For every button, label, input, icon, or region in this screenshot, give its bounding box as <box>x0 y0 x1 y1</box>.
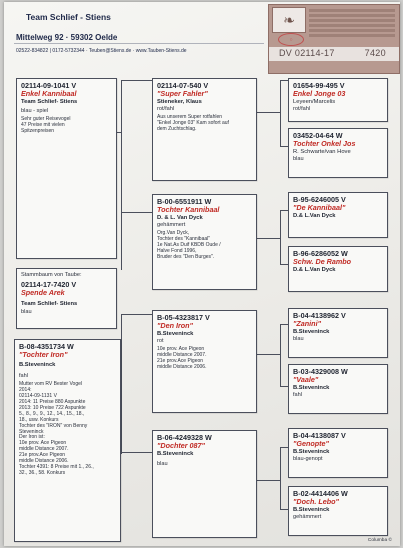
owner: B.Steveninck <box>293 328 330 335</box>
plumage-color: blau <box>21 309 32 316</box>
ring-number: 01654-99-495 V <box>293 81 345 90</box>
ring-number: B-96-6286052 W <box>293 249 348 258</box>
ring-number: B-04-4138087 V <box>293 431 346 440</box>
pigeon-notes: Sehr guter Reisevogel 47 Preise mit vielen Spitzenpreisen <box>21 116 71 135</box>
ring-number: 02114-07-540 V <box>157 81 209 90</box>
stamp-ring-number <box>269 47 399 61</box>
pigeon-name: "Vaale" <box>293 375 319 385</box>
great-grandparent-card <box>288 78 388 122</box>
stamp-number-right: 7420 <box>364 48 386 58</box>
great-grandparent-card <box>288 192 388 238</box>
great-grandparent-card <box>288 246 388 292</box>
owner: B.Steveninck <box>293 448 330 455</box>
pigeon-notes: Aus unserem Super rotfahlen "Enkel Jonge 03" Kam sofort auf dem Zuchtschlag. <box>157 114 229 133</box>
owner: Stieneker, Klaus <box>157 98 202 105</box>
owner: R. Schwarte/van Hove <box>293 148 351 155</box>
breeder-contact: 02522-834822 | 0172-5732344 · Teuben@Stiens.de · www.Tauben-Stiens.de <box>16 48 187 54</box>
stamp-number-left: DV 02114-17 <box>279 48 335 58</box>
connector <box>117 132 122 133</box>
connector <box>257 480 281 481</box>
plumage-color: gehämmert <box>157 221 186 228</box>
pigeon-logo-icon: ❧ <box>272 7 306 33</box>
connector <box>257 354 281 355</box>
pigeon-name: "Dochter 087" <box>157 441 205 451</box>
pigeon-notes: 10e prov. Ace Pigeon middle Distance 2007. 21e prov.Ace Pigeon middle Distance 2006. <box>157 346 207 371</box>
ring-number: B-95-6246005 V <box>293 195 346 204</box>
connector <box>257 238 281 239</box>
grandparent-card <box>152 194 257 290</box>
connector <box>121 452 153 453</box>
great-grandparent-card <box>288 428 388 478</box>
plumage-color: rot <box>157 337 164 344</box>
connector <box>121 80 122 270</box>
great-grandparent-card <box>288 486 388 536</box>
dam-card <box>14 339 121 542</box>
stamp-fine-print <box>309 9 395 39</box>
pigeon-name: Tochter Kannibaal <box>157 205 220 215</box>
pigeon-name: "Genopte" <box>293 439 329 449</box>
plumage-color: blau-genopt <box>293 455 323 462</box>
breeder-address: Mittelweg 92 · 59302 Oelde <box>16 33 118 42</box>
owner: D.& L.Van Dyck <box>293 212 336 219</box>
owner: B.Steveninck <box>293 506 330 513</box>
date-stamp-mark: ○ <box>278 33 304 46</box>
plumage-color: blau <box>157 460 168 467</box>
connector <box>280 210 281 264</box>
plumage-color: rot/fahl <box>293 105 311 112</box>
ring-number: B-04-4138962 V <box>293 311 346 320</box>
ring-number: 02114-17-7420 V <box>21 279 77 289</box>
great-grandparent-card <box>288 128 388 178</box>
subject-card <box>16 268 117 329</box>
owner: B.Steveninck <box>157 450 194 457</box>
breeder-name: Team Schlief - Stiens <box>26 12 111 22</box>
plumage-color: gehämmert <box>293 513 322 520</box>
plumage-color: blau <box>293 155 304 162</box>
plumage-color: blau - spiel <box>21 107 49 114</box>
ring-number: B-08-4351734 W <box>19 342 74 351</box>
grandparent-card <box>152 430 257 538</box>
grandparent-card <box>152 78 257 181</box>
ring-number: B-02-4414406 W <box>293 489 348 498</box>
owner: Team Schlief- Stiens <box>21 98 78 105</box>
ring-number: 03452-04-64 W <box>293 131 343 140</box>
pigeon-name: "Tochter Iron" <box>19 350 68 360</box>
plumage-color: fahl <box>19 372 29 379</box>
pigeon-name: "Doch. Lebo" <box>293 497 339 507</box>
pigeon-notes: Mutter vom RV Bester Vogel 2014: 02114-09-1131 V 2014: 11 Preise 880 Aspunkte 2013: 10 Preise 722 Aspunkte 5., 8., 9., 9., 12., 14., 15., 18., 18., usw. Konkurs Tochter des "IRON" von Benny Steveninck Der Iron ist: 10e prov. Ace Pigeon middle Distance 2007. 21e prov.Ace Pigeon middle Distance 2006. Tochter 4391: 8 Preise mit 1., 26., 32., 36., 58. Konkurs <box>19 381 94 476</box>
ring-number: B-05-4323817 V <box>157 313 210 322</box>
connector <box>280 80 281 146</box>
pedigree-of-label: Stammbaum von Taube: <box>21 272 82 278</box>
owner: B.Steveninck <box>293 384 330 391</box>
owner: D.& L.Van Dyck <box>293 266 336 273</box>
ring-number: B-00-6551911 W <box>157 197 212 206</box>
ring-number: B-06-4249328 W <box>157 433 212 442</box>
pigeon-name: "Zanini" <box>293 319 321 329</box>
pigeon-notes: Org.Van Dyck, Tochter des "Kannibaal" 1e Nat.As Duif KBDB Oude / Halve Fond 1996, Bruder des "Den Burges". <box>157 230 221 260</box>
header-divider <box>14 43 264 44</box>
great-grandparent-card <box>288 308 388 358</box>
plumage-color: blau <box>293 335 304 342</box>
connector <box>257 112 281 113</box>
pigeon-name: Spende Arek <box>21 288 65 298</box>
great-grandparent-card <box>288 364 388 414</box>
plumage-color: fahl <box>293 391 303 398</box>
pigeon-name: Enkel Jonge 03 <box>293 89 346 99</box>
owner: Leyeen/Marcelis <box>293 98 336 105</box>
pedigree-sheet <box>4 2 400 546</box>
ring-stamp <box>268 4 400 74</box>
owner: D. & L. Van Dyck <box>157 214 203 221</box>
ring-number: B-03-4329008 W <box>293 367 348 376</box>
pigeon-name: Tochter Onkel Jos <box>293 139 356 149</box>
owner: Team Schlief- Stiens <box>21 300 78 307</box>
connector <box>121 212 153 213</box>
pigeon-name: Schw. De Rambo <box>293 257 352 267</box>
connector <box>280 447 281 509</box>
owner: B.Steveninck <box>157 330 194 337</box>
sire-card <box>16 78 117 259</box>
ring-number: 02114-09-1041 V <box>21 81 77 90</box>
connector <box>121 314 153 315</box>
grandparent-card <box>152 310 257 413</box>
connector <box>280 324 281 386</box>
owner: B.Steveninck <box>19 361 56 368</box>
pigeon-name: "De Kannibaal" <box>293 203 346 213</box>
plumage-color: rot/fahl <box>157 105 175 112</box>
footer-credit: Columba © <box>367 538 392 543</box>
pigeon-name: "Den Iron" <box>157 321 193 331</box>
connector <box>121 314 122 454</box>
pigeon-name: "Super Fahler" <box>157 89 208 99</box>
connector <box>121 80 153 81</box>
pigeon-name: Enkel Kannibaal <box>21 89 77 99</box>
